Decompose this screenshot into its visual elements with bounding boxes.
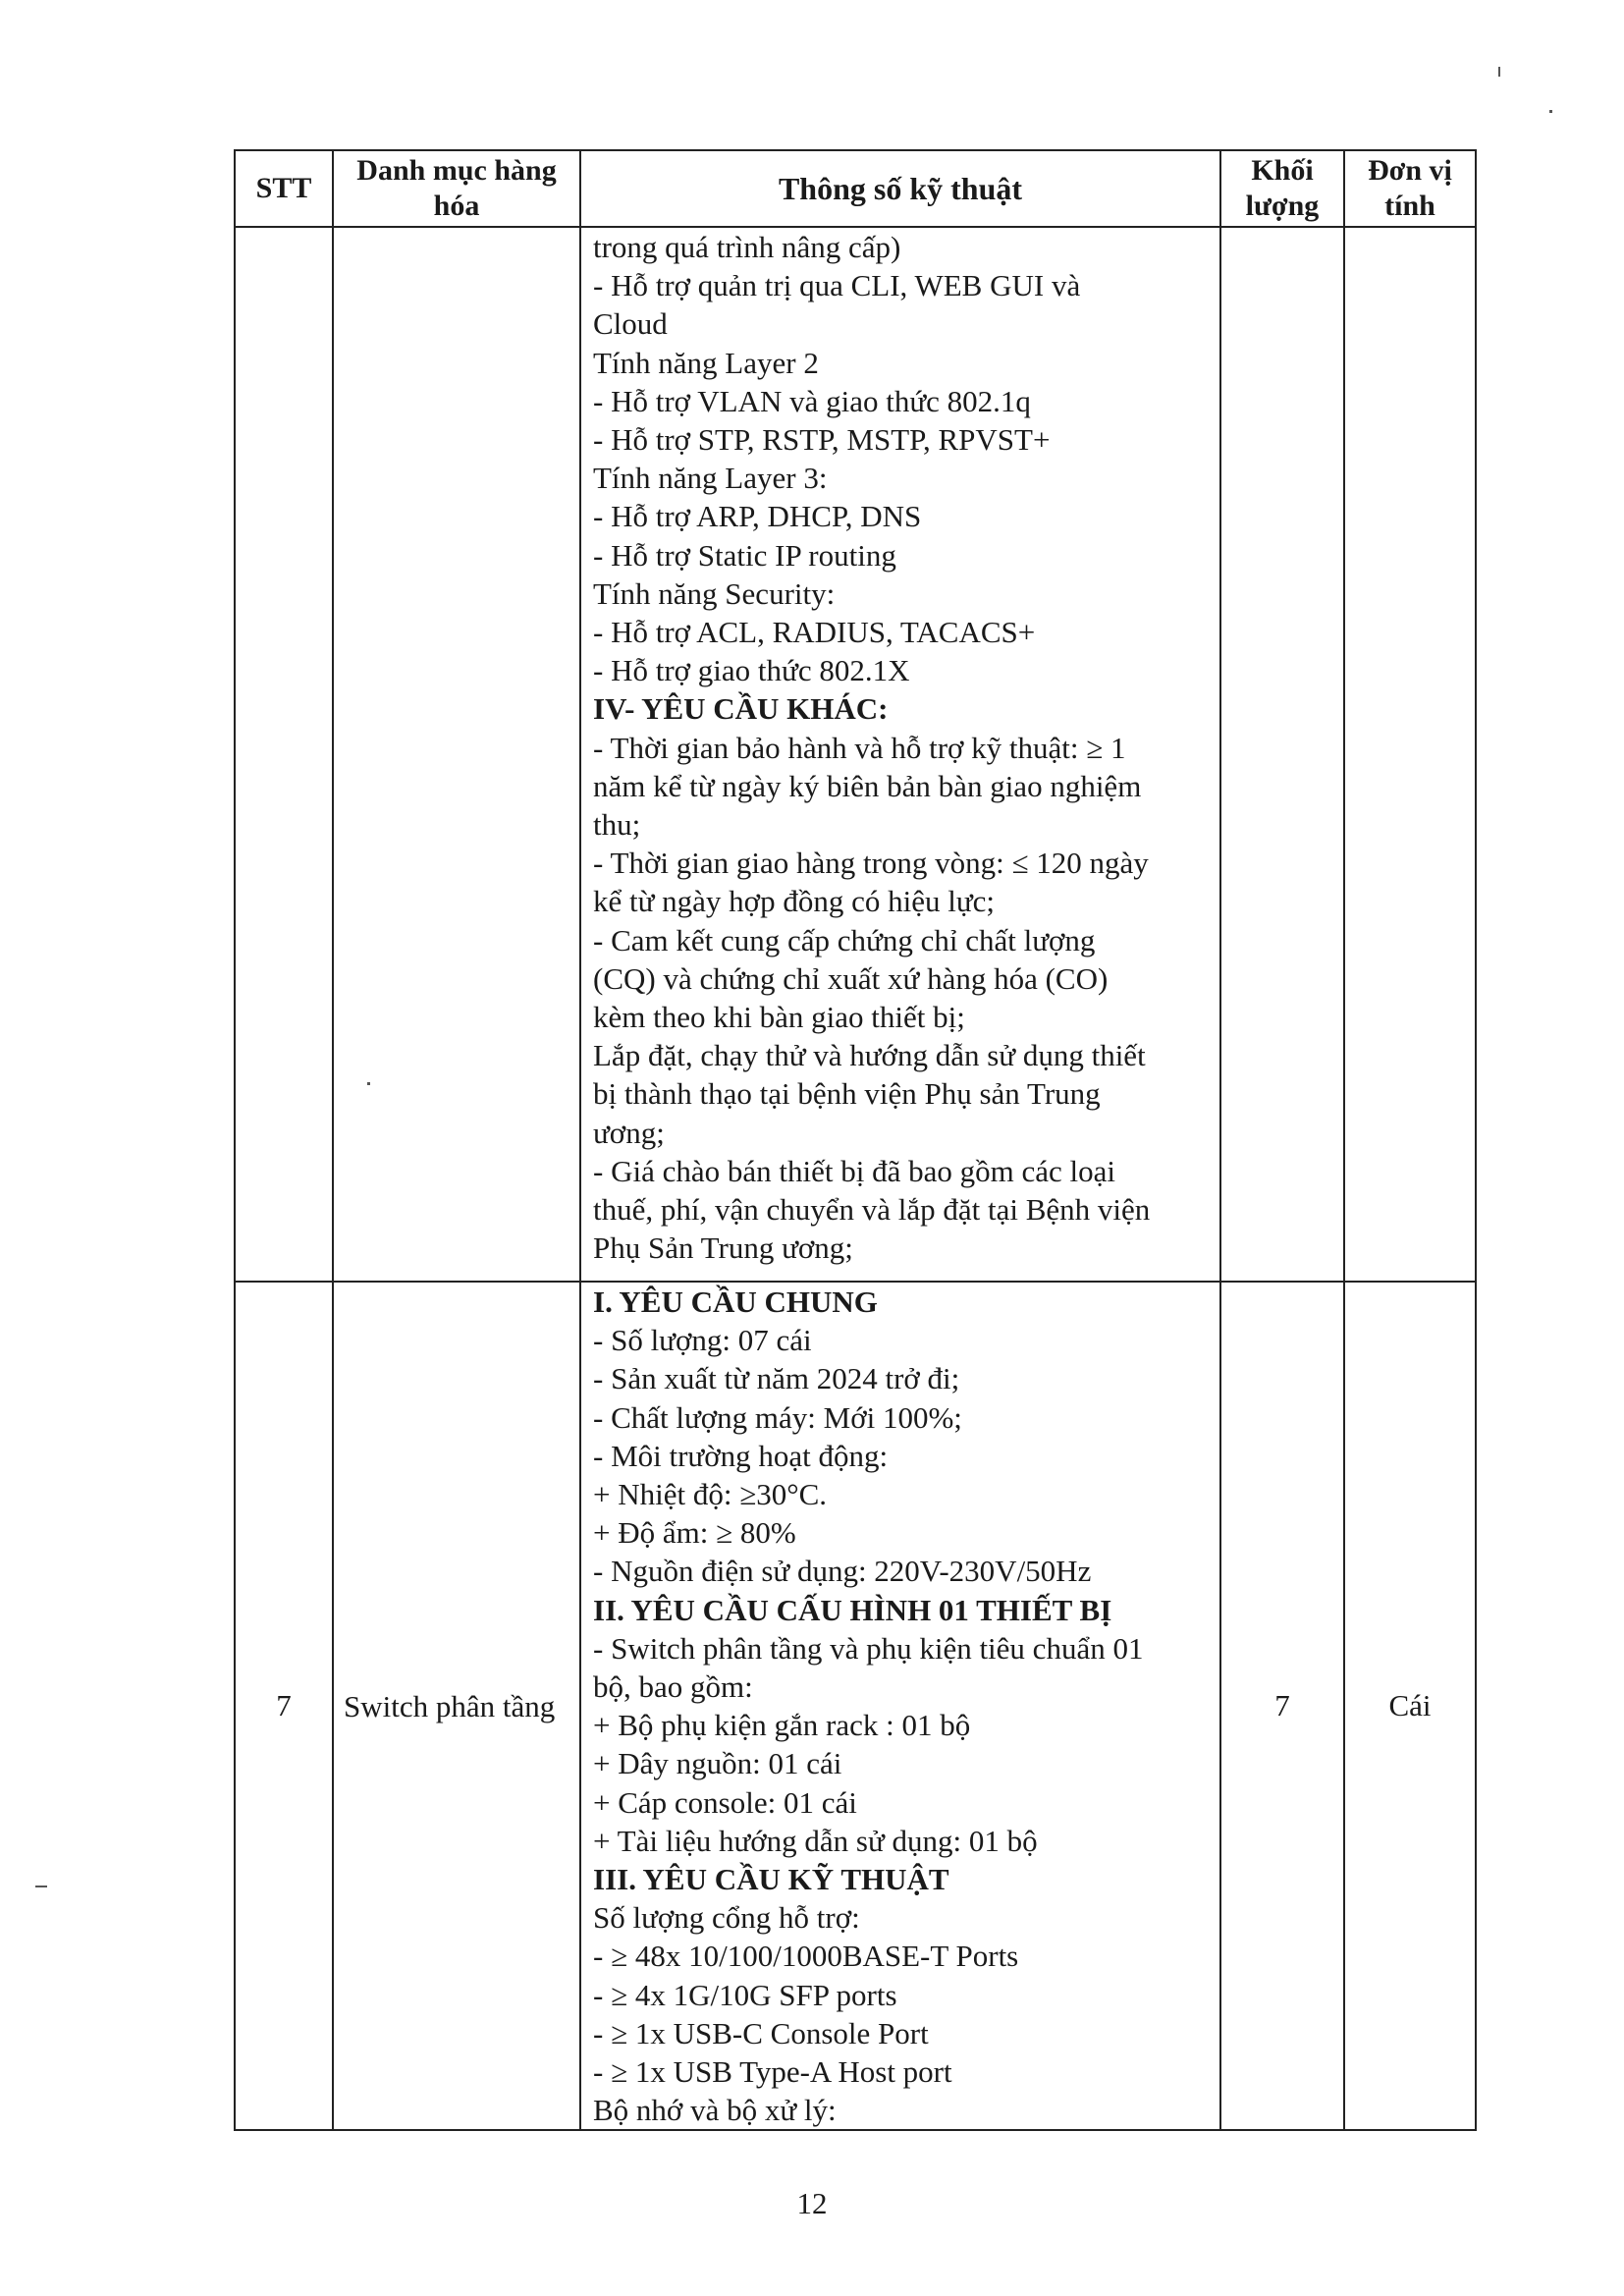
- scan-speck: [1549, 110, 1552, 113]
- spec-line: Tính năng Security:: [593, 575, 836, 611]
- spec-line: - Hỗ trợ Static IP routing: [593, 537, 896, 573]
- spec-line: (CQ) và chứng chỉ xuất xứ hàng hóa (CO): [593, 960, 1109, 996]
- cell-stt: 7: [235, 1282, 333, 2130]
- cell-quantity: 7: [1220, 1282, 1344, 2130]
- spec-line: + Độ ẩm: ≥ 80%: [593, 1515, 796, 1551]
- table-header-row: [235, 150, 1476, 227]
- spec-line: thuế, phí, vận chuyển và lắp đặt tại Bệnh viện: [593, 1192, 1151, 1228]
- spec-line: + Nhiệt độ: ≥30°C.: [593, 1477, 828, 1512]
- spec-table: [234, 149, 1477, 2131]
- spec-line: - Môi trường hoạt động:: [593, 1438, 889, 1473]
- spec-line: - Hỗ trợ ARP, DHCP, DNS: [593, 499, 922, 534]
- section-heading: III. YÊU CẦU KỸ THUẬT: [593, 1862, 949, 1897]
- spec-line: - Sản xuất từ năm 2024 trở đi;: [593, 1361, 960, 1396]
- cell-stt: [235, 227, 333, 1282]
- cell-quantity: [1220, 227, 1344, 1282]
- spec-line: - ≥ 1x USB-C Console Port: [593, 2015, 929, 2050]
- section-heading: II. YÊU CẦU CẤU HÌNH 01 THIẾT BỊ: [593, 1592, 1112, 1627]
- spec-line: - Giá chào bán thiết bị đã bao gồm các loại: [593, 1153, 1115, 1188]
- spec-line: - Hỗ trợ STP, RSTP, MSTP, RPVST+: [593, 422, 1051, 458]
- spec-line: Phụ Sản Trung ương;: [593, 1230, 853, 1266]
- spec-line: - ≥ 48x 10/100/1000BASE-T Ports: [593, 1939, 1019, 1974]
- cell-item-name: [333, 227, 580, 1282]
- cell-specifications: [580, 227, 1220, 1282]
- spec-line: - Hỗ trợ giao thức 802.1X: [593, 653, 910, 688]
- header-unit: Đơn vị tính: [1344, 150, 1476, 227]
- spec-line: bộ, bao gồm:: [593, 1669, 753, 1705]
- spec-line: - Cam kết cung cấp chứng chỉ chất lượng: [593, 922, 1096, 957]
- spec-line: - Số lượng: 07 cái: [593, 1323, 812, 1358]
- spec-line: - Thời gian bảo hành và hỗ trợ kỹ thuật: ≥ 1: [593, 730, 1126, 765]
- scan-speck: [1498, 67, 1500, 77]
- scan-speck: [367, 1082, 370, 1085]
- header-specifications: Thông số kỹ thuật: [580, 150, 1220, 227]
- spec-line: - Hỗ trợ VLAN và giao thức 802.1q: [593, 383, 1031, 418]
- cell-unit: Cái: [1344, 1282, 1476, 2130]
- spec-line: năm kể từ ngày ký biên bản bàn giao nghiệm: [593, 768, 1142, 803]
- section-heading: I. YÊU CẦU CHUNG: [593, 1285, 878, 1319]
- spec-line: + Dây nguồn: 01 cái: [593, 1746, 842, 1781]
- spec-line: thu;: [593, 807, 641, 843]
- cell-item-name: Switch phân tầng: [333, 1282, 580, 2130]
- spec-line: kể từ ngày hợp đồng có hiệu lực;: [593, 884, 995, 919]
- spec-line: bị thành thạo tại bệnh viện Phụ sản Trung: [593, 1076, 1101, 1112]
- spec-lines: [593, 228, 1212, 1267]
- spec-line: Cloud: [593, 306, 668, 342]
- spec-line: + Cáp console: 01 cái: [593, 1784, 857, 1820]
- cell-specifications: [580, 1282, 1220, 2130]
- spec-line: - Thời gian giao hàng trong vòng: ≤ 120 ngày: [593, 846, 1149, 881]
- spec-line: - ≥ 1x USB Type-A Host port: [593, 2054, 952, 2090]
- spec-line: Số lượng cổng hỗ trợ:: [593, 1900, 860, 1936]
- spec-line: - Nguồn điện sử dụng: 220V-230V/50Hz: [593, 1554, 1092, 1589]
- spec-line: + Bộ phụ kiện gắn rack : 01 bộ: [593, 1708, 971, 1743]
- section-heading: IV- YÊU CẦU KHÁC:: [593, 691, 889, 727]
- spec-line: - Hỗ trợ ACL, RADIUS, TACACS+: [593, 615, 1036, 650]
- spec-line: - ≥ 4x 1G/10G SFP ports: [593, 1977, 897, 2012]
- header-quantity: Khối lượng: [1220, 150, 1344, 227]
- spec-line: Tính năng Layer 2: [593, 345, 819, 380]
- spec-line: + Tài liệu hướng dẫn sử dụng: 01 bộ: [593, 1823, 1038, 1858]
- header-item-name: Danh mục hàng hóa: [333, 150, 580, 227]
- table-row: [235, 227, 1476, 1282]
- spec-line: Bộ nhớ và bộ xử lý:: [593, 2093, 837, 2128]
- scan-speck: [35, 1886, 47, 1887]
- spec-line: Tính năng Layer 3:: [593, 461, 828, 496]
- spec-line: Lắp đặt, chạy thử và hướng dẫn sử dụng thiết: [593, 1038, 1146, 1073]
- spec-line: kèm theo khi bàn giao thiết bị;: [593, 1000, 965, 1035]
- spec-line: trong quá trình nâng cấp): [593, 230, 901, 264]
- spec-line: - Switch phân tầng và phụ kiện tiêu chuẩn 01: [593, 1630, 1144, 1666]
- table-row: [235, 1282, 1476, 2130]
- cell-unit: [1344, 227, 1476, 1282]
- spec-lines: [593, 1283, 1212, 2129]
- page-number: 12: [796, 2186, 828, 2220]
- header-stt: STT: [235, 150, 333, 227]
- spec-line: - Chất lượng máy: Mới 100%;: [593, 1399, 962, 1435]
- spec-line: ương;: [593, 1115, 665, 1150]
- spec-line: - Hỗ trợ quản trị qua CLI, WEB GUI và: [593, 268, 1081, 303]
